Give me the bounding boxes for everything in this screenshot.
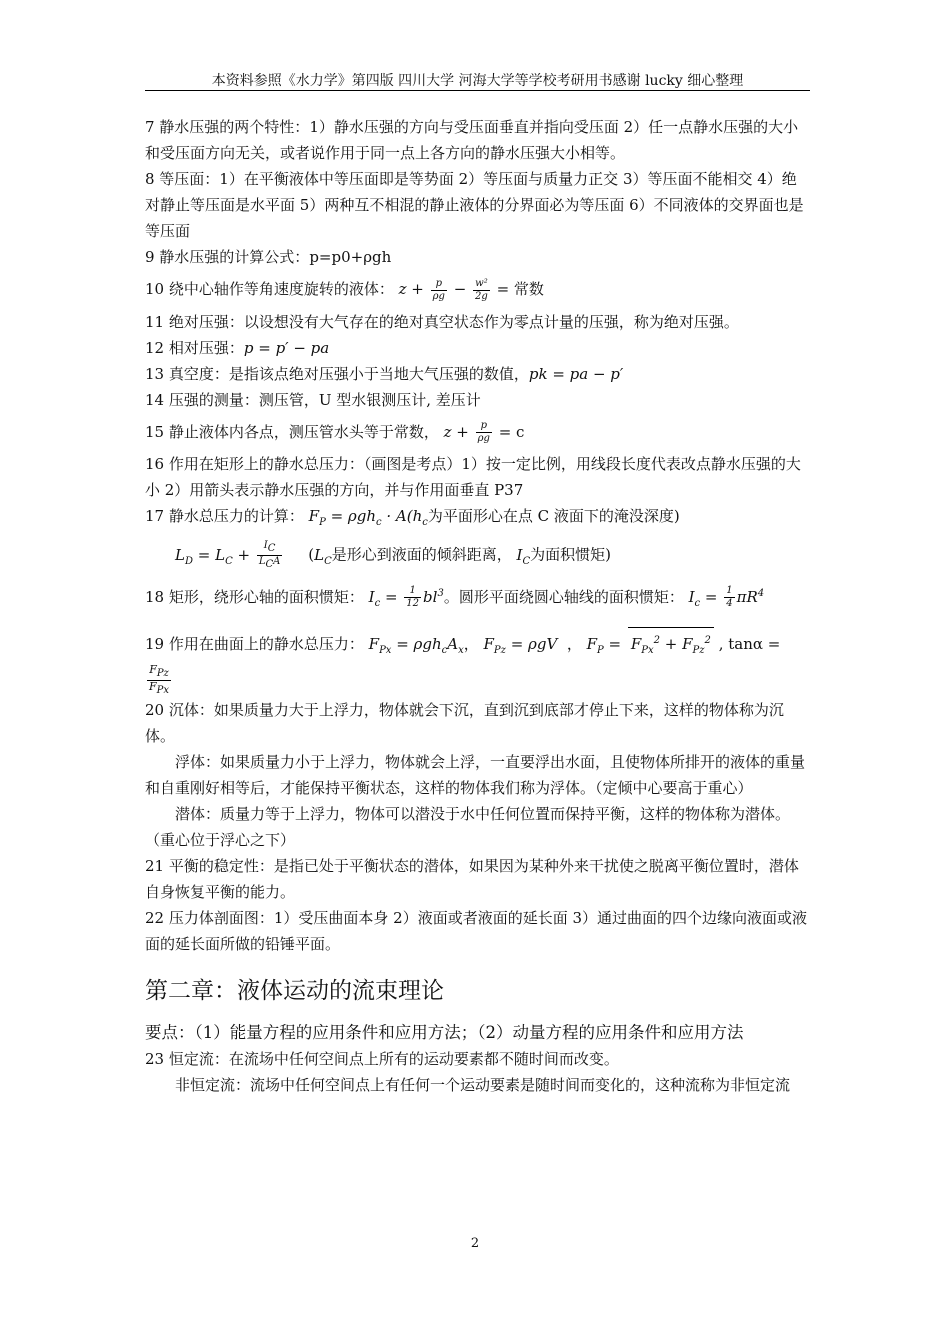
item-9 (145, 244, 810, 270)
item-17-text: 17 静水总压力的计算： (145, 507, 304, 525)
page-body (145, 114, 810, 1098)
item-17 (145, 503, 810, 536)
ld-note: 是形心到液面的倾斜距离， (331, 545, 512, 564)
item-13 (145, 361, 810, 387)
ld-formula: $L_D = L_C$ + $\frac{IC}{\text{LCA}}$ (175, 540, 281, 570)
item-15 (145, 419, 810, 446)
item-14: 14 压强的测量：测压管，U 型水银测压计, 差压计 (145, 390, 481, 409)
header-rule (145, 90, 810, 91)
item-22: 22 压力体剖面图：1）受压曲面本身 2）液面或者液面的延长面 3）通过曲面的四个边缘向液面或液面的延长面所做的铅锤平面。 (145, 908, 808, 953)
item-7: 7 静水压强的两个特性：1）静水压强的方向与受压面垂直并指向受压面 2）任一点静水压强的大小和受压面方向无关，或者说作用于同一点上各方向的静水压强大小相等。 (145, 118, 799, 162)
item-19: 19 作用在曲面上的静水总压力： $F_{Px} = \rho gh_cA_x$， $F_{Pz} = \rho gV$ ， $F_P = F_{Px}^2 + F_{Pz}^2$ , tanα = (145, 627, 810, 664)
item-23-unsteady: 非恒定流：流场中任何空间点上有任何一个运动要素是随时间而变化的，这种流称为非恒定流 (175, 1075, 791, 1094)
item-17-tail: 为平面形心在点 C 液面下的淹没深度) (427, 507, 680, 525)
page-header: 本资料参照《水力学》第四版 四川大学 河海大学等学校考研用书感谢 lucky 细心整理 (211, 73, 744, 89)
chapter-title: 第二章：液体运动的流束理论 (145, 977, 444, 1004)
item-12-formula: p = p′ − pa (243, 338, 330, 357)
item-8: 8 等压面：1）在平衡液体中等压面即是等势面 2）等压面与质量力正交 3）等压面不能相交 4）绝对静止等压面是水平面 5）两种互不相混的静止液体的分界面必为等压面 6）不同液体的交界面也是等压面 (145, 170, 804, 240)
item-20-float: 浮体：如果质量力小于上浮力，物体就会上浮，一直要浮出水面，且使物体所排开的液体的重量和自重刚好相等后，才能保持平衡状态，这样的物体我们称为浮体。（定倾中心要高于重心） (145, 752, 806, 797)
item-11: 11 绝对压强：以设想没有大气存在的绝对真空状态作为零点计量的压强，称为绝对压强。 (145, 312, 739, 331)
item-13-formula: pk = pa − p′ (528, 364, 624, 383)
item-18: 18 矩形，绕形心轴的面积惯矩： $I_c$ = $\frac{1}{12}$ $bl^3$。圆形平面绕圆心轴线的面积惯矩： $I_c$ = $\frac{1}{4}$ $\pi R^4$ (145, 585, 765, 609)
item-15-tail: = c (498, 422, 525, 441)
page-number: 2 (470, 1236, 480, 1251)
ld-note2: 为面积惯矩) (530, 545, 611, 564)
item-13-text: 13 真空度：是指该点绝对压强小于当地大气压强的数值， (145, 364, 529, 383)
item-20-sink: 20 沉体：如果质量力大于上浮力，物体就会下沉，直到沉到底部才停止下来，这样的物体称为沉体。 (145, 700, 784, 745)
item-15-text: 15 静止液体内各点，测压管水头等于常数， (145, 422, 439, 441)
item-17-formula: $F_P = \rho gh_c \cdot A(h_c$ (308, 507, 428, 528)
key-points: 要点：（1）能量方程的应用条件和应用方法；（2）动量方程的应用条件和应用方法 (145, 1022, 744, 1042)
item-17-ld: $L_D = L_C$ + $\frac{IC}{\text{LCA}}$ ($L_C$是形心到液面的倾斜距离， $I_C$为面积惯矩) (175, 540, 611, 570)
item-10-tail: = 常数 (496, 280, 544, 298)
item-18-text-a: 18 矩形，绕形心轴的面积惯矩： (145, 587, 364, 606)
item-10-formula: z + $\frac{p}{\rho g}$ − $\frac{\text{w²}}{2g}$ (398, 277, 488, 302)
item-20-submerge: 潜体：质量力等于上浮力，物体可以潜没于水中任何位置而保持平衡，这样的物体称为潜体。（重心位于浮心之下） (145, 804, 791, 849)
item-16: 16 作用在矩形上的静水总压力：（画图是考点）1）按一定比例，用线段长度代表改点静水压强的大小 2）用箭头表示静水压强的方向，并与作用面垂直 P37 (145, 455, 801, 499)
item-18-text-b: 。圆形平面绕圆心轴线的面积惯矩： (443, 587, 684, 606)
item-21: 21 平衡的稳定性：是指已处于平衡状态的潜体，如果因为某种外来干扰使之脱离平衡位置时，潜体自身恢复平衡的能力。 (145, 856, 799, 901)
item-19-text: 19 作用在曲面上的静水总压力： (145, 634, 364, 653)
item-12 (145, 335, 810, 361)
item-10 (145, 276, 810, 303)
item-23: 23 恒定流：在流场中任何空间点上所有的运动要素都不随时间而改变。 (145, 1049, 619, 1068)
item-12-text: 12 相对压强： (145, 338, 244, 357)
item-9-formula: p=p0+ρgh (309, 248, 392, 266)
item-9-text: 9 静水压强的计算公式： (145, 248, 310, 266)
item-10-text: 10 绕中心轴作等角速度旋转的液体： (145, 280, 394, 298)
item-15-formula: z + $\frac{p}{\rho g}$ (443, 420, 490, 444)
item-19-tan: $\frac{\text{FPz}}{\text{FPx}}$ (149, 662, 170, 696)
